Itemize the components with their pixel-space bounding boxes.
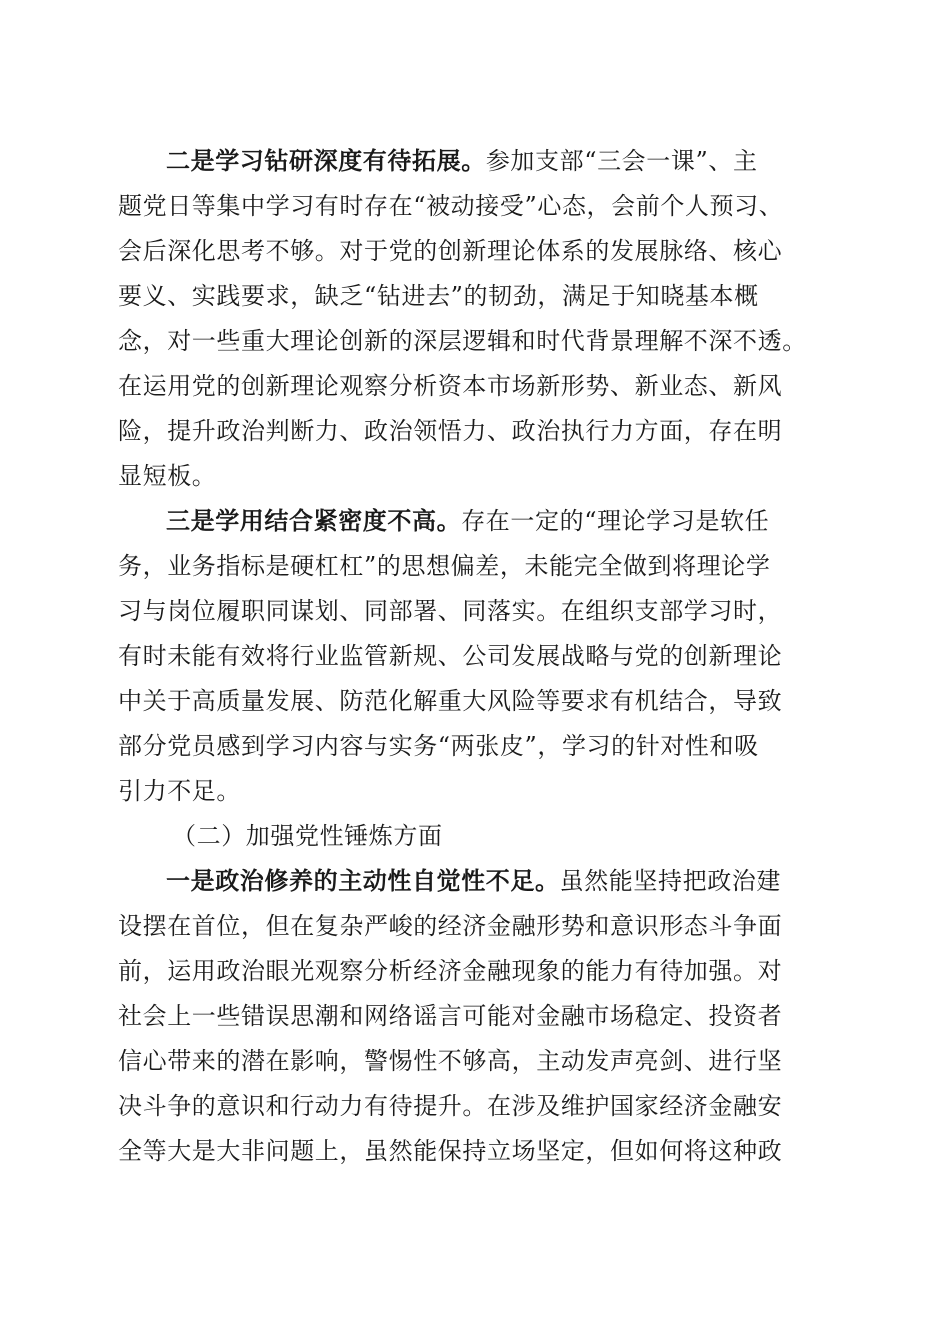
paragraph-2-line-6: 部分党员感到学习内容与实务“两张皮”，学习的针对性和吸 bbox=[118, 732, 759, 760]
paragraph-2-lead: 三是学用结合紧密度不高。 bbox=[166, 506, 462, 535]
paragraph-2-line-1 bbox=[166, 500, 769, 542]
paragraph-1-line-3: 会后深化思考不够。对于党的创新理论体系的发展脉络、核心 bbox=[118, 237, 783, 265]
paragraph-3-lead: 一是政治修养的主动性自觉性不足。 bbox=[166, 866, 560, 895]
paragraph-3-line-3: 前，运用政治眼光观察分析经济金融现象的能力有待加强。对 bbox=[118, 957, 783, 985]
paragraph-3-line-2: 设摆在首位，但在复杂严峻的经济金融形势和意识形态斗争面 bbox=[118, 912, 783, 940]
paragraph-3-line-4: 社会上一些错误思潮和网络谣言可能对金融市场稳定、投资者 bbox=[118, 1002, 783, 1030]
paragraph-2-line-3: 习与岗位履职同谋划、同部署、同落实。在组织支部学习时， bbox=[118, 597, 783, 625]
paragraph-1-lead: 二是学习钻研深度有待拓展。 bbox=[166, 146, 486, 175]
paragraph-1-line-4: 要义、实践要求，缺乏“钻进去”的韧劲，满足于知晓基本概 bbox=[118, 282, 759, 310]
section-heading: （二）加强党性锤炼方面 bbox=[172, 822, 443, 850]
paragraph-2-line-4: 有时未能有效将行业监管新规、公司发展战略与党的创新理论 bbox=[118, 642, 783, 670]
paragraph-3-line-6: 决斗争的意识和行动力有待提升。在涉及维护国家经济金融安 bbox=[118, 1092, 783, 1120]
paragraph-1-line-7: 险，提升政治判断力、政治领悟力、政治执行力方面，存在明 bbox=[118, 417, 783, 445]
paragraph-2-text: 存在一定的“理论学习是软任 bbox=[461, 507, 770, 535]
paragraph-1-line-6: 在运用党的创新理论观察分析资本市场新形势、新业态、新风 bbox=[118, 372, 783, 400]
paragraph-3-line-7: 全等大是大非问题上，虽然能保持立场坚定，但如何将这种政 bbox=[118, 1137, 783, 1165]
paragraph-3-line-5: 信心带来的潜在影响，警惕性不够高，主动发声亮剑、进行坚 bbox=[118, 1047, 783, 1075]
paragraph-1-line-1 bbox=[166, 140, 758, 182]
paragraph-3-line-1 bbox=[166, 860, 781, 902]
paragraph-2-line-5: 中关于高质量发展、防范化解重大风险等要求有机结合，导致 bbox=[118, 687, 783, 715]
paragraph-2-line-2: 务，业务指标是硬杠杠”的思想偏差，未能完全做到将理论学 bbox=[118, 552, 771, 580]
paragraph-2-line-7: 引力不足。 bbox=[118, 777, 241, 805]
paragraph-1-line-8: 显短板。 bbox=[118, 462, 217, 490]
paragraph-3-text: 虽然能坚持把政治建 bbox=[559, 867, 782, 895]
paragraph-1-line-2: 题党日等集中学习有时存在“被动接受”心态，会前个人预习、 bbox=[118, 192, 784, 220]
paragraph-1-line-5: 念，对一些重大理论创新的深层逻辑和时代背景理解不深不透。 bbox=[118, 327, 807, 355]
paragraph-1-text: 参加支部“三会一课”、主 bbox=[485, 147, 758, 175]
